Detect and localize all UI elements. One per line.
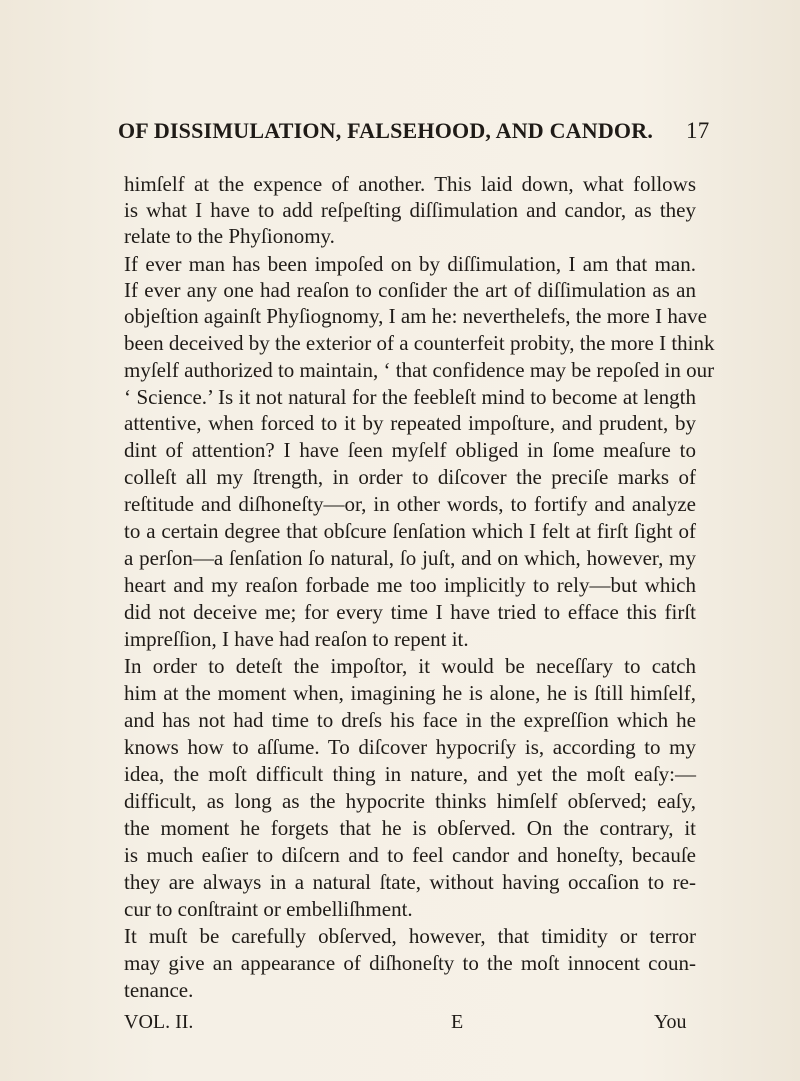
body-line: idea, the moſt difficult thing in nature, and yet the moſt eaſy:—: [124, 762, 696, 786]
volume-label: VOL. II.: [124, 1011, 194, 1033]
signature-mark: E: [451, 1011, 464, 1033]
body-line: they are always in a natural ſtate, without having occaſion to re-: [124, 870, 696, 894]
page-number: 17: [686, 118, 710, 143]
body-line: In order to deteſt the impoſtor, it would be neceſſary to catch: [124, 654, 696, 678]
body-line: If ever man has been impoſed on by diſſimulation, I am that man.: [124, 252, 696, 276]
body-line: ‘ Science.’ Is it not natural for the feebleſt mind to become at length: [124, 385, 696, 409]
body-line: reſtitude and diſhoneſty—or, in other words, to fortify and analyze: [124, 492, 696, 516]
body-line: relate to the Phyſionomy.: [124, 224, 335, 248]
body-line: myſelf authorized to maintain, ‘ that confidence may be repoſed in our: [124, 358, 715, 382]
body-line: objeſtion againſt Phyſiognomy, I am he: neverthelefs, the more I have: [124, 304, 707, 328]
body-line: may give an appearance of diſhoneſty to the moſt innocent coun-: [124, 951, 696, 975]
running-head: [118, 106, 718, 146]
catchword: You: [654, 1011, 687, 1033]
body-line: colleſt all my ſtrength, in order to diſcover the preciſe marks of: [124, 465, 696, 489]
body-line: It muſt be carefully obſerved, however, that timidity or terror: [124, 924, 696, 948]
body-line: been deceived by the exterior of a counterfeit probity, the more I think: [124, 331, 715, 355]
body-line: is what I have to add reſpeſting diſſimulation and candor, as they: [124, 198, 696, 222]
page-footer: [124, 1011, 724, 1041]
body-line: him at the moment when, imagining he is alone, he is ſtill himſelf,: [124, 681, 696, 705]
body-line: dint of attention? I have ſeen myſelf obliged in ſome meaſure to: [124, 438, 696, 462]
body-line: to a certain degree that obſcure ſenſation which I felt at firſt ſight of: [124, 519, 696, 543]
body-line: heart and my reaſon forbade me too implicitly to rely—but which: [124, 573, 696, 597]
body-line: knows how to aſſume. To diſcover hypocriſy is, according to my: [124, 735, 696, 759]
body-line: difficult, as long as the hypocrite thinks himſelf obſerved; eaſy,: [124, 789, 696, 813]
body-line: impreſſion, I have had reaſon to repent it.: [124, 627, 469, 651]
body-line: If ever any one had reaſon to conſider the art of diſſimulation as an: [124, 278, 696, 302]
body-line: tenance.: [124, 978, 194, 1002]
body-line: did not deceive me; for every time I have tried to efface this firſt: [124, 600, 696, 624]
body-line: is much eaſier to diſcern and to feel candor and honeſty, becauſe: [124, 843, 696, 867]
body-line: himſelf at the expence of another. This laid down, what follows: [124, 172, 696, 196]
body-line: a perſon—a ſenſation ſo natural, ſo juſt, and on which, however, my: [124, 546, 696, 570]
chapter-title: OF DISSIMULATION, FALSEHOOD, AND CANDOR.: [118, 118, 654, 143]
body-line: the moment he forgets that he is obſerved. On the contrary, it: [124, 816, 696, 840]
body-line: and has not had time to dreſs his face in the expreſſion which he: [124, 708, 696, 732]
body-line: cur to conſtraint or embelliſhment.: [124, 897, 413, 921]
body-line: attentive, when forced to it by repeated impoſture, and prudent, by: [124, 411, 696, 435]
